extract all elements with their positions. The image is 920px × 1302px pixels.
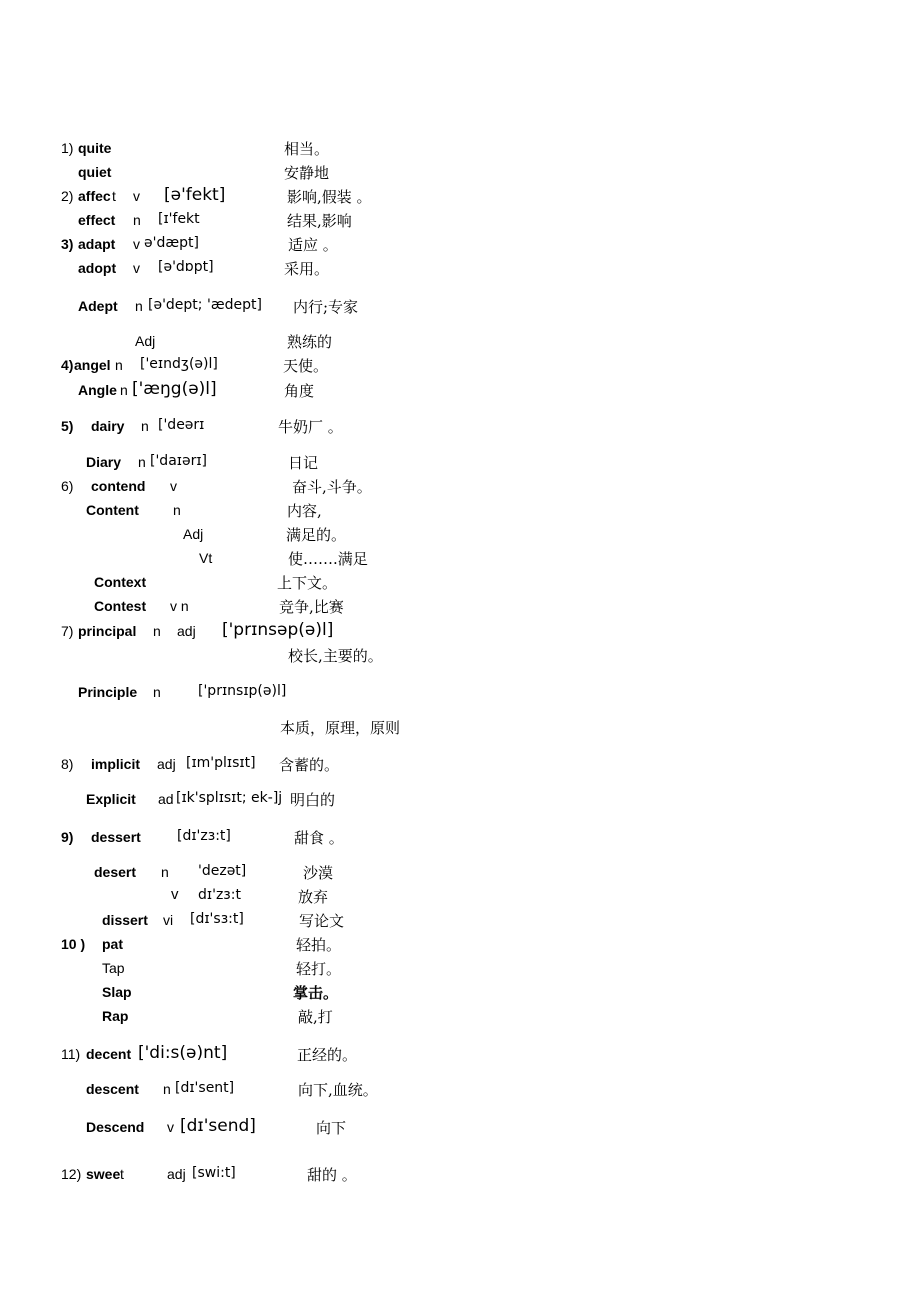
entry-translation: 适应 。: [288, 236, 338, 254]
entry-pos: Vt: [199, 550, 213, 566]
entry-word: Angle: [78, 382, 117, 398]
entry-pos: v: [167, 1119, 174, 1135]
entry-ipa: [ɪ'fekt: [158, 211, 200, 227]
entry-translation: 满足的。: [286, 526, 347, 544]
entry-ipa: ['æŋg(ə)l]: [132, 379, 217, 399]
entry-pos: v n: [170, 598, 189, 614]
entry-word: Rap: [102, 1008, 129, 1024]
entry-pos: v: [171, 886, 179, 903]
entry-ipa: [swi:t]: [192, 1165, 236, 1181]
entry-ipa: ['di:s(ə)nt]: [138, 1043, 228, 1063]
entry-translation: 向下: [316, 1119, 347, 1137]
entry-pos: n: [135, 298, 143, 314]
entry-translation: 轻打。: [296, 960, 342, 978]
entry-pos: Adj: [135, 333, 156, 349]
entry-word: contend: [91, 478, 146, 494]
entry-word: Context: [94, 574, 147, 590]
entry-word: dessert: [91, 829, 141, 845]
entry-word: angel: [74, 357, 111, 373]
entry-translation: 使…….满足: [288, 550, 368, 568]
entry-word: Adept: [78, 298, 118, 314]
entry-translation: 上下文。: [277, 574, 338, 592]
entry-number: 1): [61, 140, 74, 156]
entry-translation: 天使。: [283, 357, 329, 375]
entry-pos: n: [141, 418, 149, 434]
entry-word: desert: [94, 864, 137, 880]
entry-pos: n: [133, 212, 141, 228]
entry-word-tail: t: [120, 1166, 124, 1182]
entry-translation: 牛奶厂 。: [278, 418, 343, 436]
entry-word: Principle: [78, 684, 138, 700]
entry-word: adopt: [78, 260, 117, 276]
entry-translation: 沙漠: [303, 864, 334, 882]
entry-ipa: ['prɪnsəp(ə)l]: [222, 620, 334, 640]
entry-number: 6): [61, 478, 74, 494]
entry-word: Content: [86, 502, 139, 518]
entry-pos: Adj: [183, 526, 204, 542]
entry-ipa: dɪ'zɜ:t: [198, 887, 241, 903]
entry-translation: 正经的。: [297, 1046, 358, 1064]
entry-translation: 安静地: [284, 164, 330, 182]
entry-translation: 内容,: [287, 502, 322, 520]
entry-pos: n: [115, 357, 123, 373]
entry-translation: 轻拍。: [296, 936, 342, 954]
entry-pos: n: [153, 684, 161, 700]
entry-ipa: ə'dæpt]: [144, 235, 199, 251]
entry-word: swee: [86, 1166, 121, 1182]
entry-ipa: ['prɪnsɪp(ə)l]: [198, 683, 287, 699]
entry-ipa: ['daɪərɪ]: [150, 453, 208, 469]
entry-number: 2): [61, 188, 74, 204]
entry-pos: ad: [158, 791, 174, 807]
entry-translation: 采用。: [284, 260, 330, 278]
entry-word: quite: [78, 140, 112, 156]
entry-translation: 甜食 。: [294, 829, 344, 847]
entry-translation: 竞争,比赛: [279, 598, 344, 616]
entry-pos: v: [170, 478, 177, 494]
entry-pos: n: [138, 454, 146, 470]
entry-translation: 结果,影响: [287, 212, 352, 230]
entry-number: 9): [61, 829, 74, 845]
entry-translation: 影响,假装 。: [287, 188, 372, 206]
entry-translation: 本质，原理，原则: [280, 719, 401, 737]
entry-pos: n: [120, 382, 128, 398]
entry-number: 7): [61, 623, 74, 639]
entry-word: effect: [78, 212, 116, 228]
entry-pos: v: [133, 236, 140, 252]
entry-word-tail: t: [112, 188, 116, 204]
entry-number: 11): [61, 1046, 81, 1062]
entry-translation: 甜的 。: [307, 1166, 357, 1184]
entry-word: dairy: [91, 418, 125, 434]
entry-number: 3): [61, 236, 74, 252]
entry-pos: v: [133, 188, 140, 204]
entry-ipa: [ɪm'plɪsɪt]: [186, 755, 256, 771]
entry-word: quiet: [78, 164, 112, 180]
entry-word: Slap: [102, 984, 132, 1000]
entry-number: 10 ): [61, 936, 86, 952]
entry-word: Explicit: [86, 791, 136, 807]
entry-word: Diary: [86, 454, 122, 470]
entry-number: 4): [61, 357, 74, 373]
entry-word: principal: [78, 623, 137, 639]
entry-word: adapt: [78, 236, 116, 252]
entry-word: Descend: [86, 1119, 145, 1135]
entry-ipa: [ə'fekt]: [164, 185, 226, 205]
entry-pos: n: [161, 864, 169, 880]
entry-pos-2: adj: [177, 623, 196, 639]
entry-translation: 敲,打: [298, 1008, 333, 1026]
entry-translation: 相当。: [284, 140, 330, 158]
entry-ipa: [dɪ'sɜ:t]: [190, 911, 244, 927]
entry-number: 8): [61, 756, 74, 772]
entry-number: 5): [61, 418, 74, 434]
entry-translation: 明白的: [290, 791, 336, 809]
entry-translation: 向下,血统。: [298, 1081, 378, 1099]
entry-pos: adj: [157, 756, 176, 772]
entry-ipa: [dɪ'sent]: [175, 1080, 235, 1096]
entry-translation: 校长,主要的。: [288, 647, 383, 665]
entry-ipa: [ɪk'splɪsɪt; ek-]j: [176, 790, 283, 806]
entry-pos: v: [133, 260, 140, 276]
entry-translation: 熟练的: [287, 333, 333, 351]
entry-word: Contest: [94, 598, 147, 614]
entry-translation: 奋斗,斗争。: [292, 478, 372, 496]
entry-translation: 角度: [284, 382, 315, 400]
entry-pos: vi: [163, 912, 174, 928]
entry-translation: 掌击。: [293, 984, 339, 1002]
entry-pos: n: [163, 1081, 171, 1097]
entry-ipa: ['eɪndʒ(ə)l]: [140, 356, 218, 372]
entry-ipa: [ə'dept; 'ædept]: [148, 297, 262, 313]
entry-translation: 写论文: [299, 912, 345, 930]
entry-ipa: 'dezət]: [198, 863, 247, 879]
entry-translation: 日记: [288, 454, 319, 472]
entry-word: implicit: [91, 756, 141, 772]
entry-word: dissert: [102, 912, 148, 928]
entry-translation: 含蓄的。: [279, 756, 340, 774]
entry-word: affec: [78, 188, 111, 204]
entry-ipa: [dɪ'zɜ:t]: [177, 828, 231, 844]
entry-translation: 内行;专家: [293, 298, 359, 316]
entry-ipa: [ə'dɒpt]: [158, 259, 214, 275]
entry-translation: 放弃: [298, 888, 329, 906]
entry-pos: n: [153, 623, 161, 639]
entry-number: 12): [61, 1166, 82, 1182]
entry-word: descent: [86, 1081, 139, 1097]
entry-pos: n: [173, 502, 181, 518]
entry-ipa: [dɪ'send]: [180, 1116, 256, 1136]
entry-word: pat: [102, 936, 123, 952]
entry-pos: adj: [167, 1166, 186, 1182]
entry-word: Tap: [102, 960, 125, 976]
entry-word: decent: [86, 1046, 132, 1062]
entry-ipa: ['deərɪ: [158, 417, 205, 433]
